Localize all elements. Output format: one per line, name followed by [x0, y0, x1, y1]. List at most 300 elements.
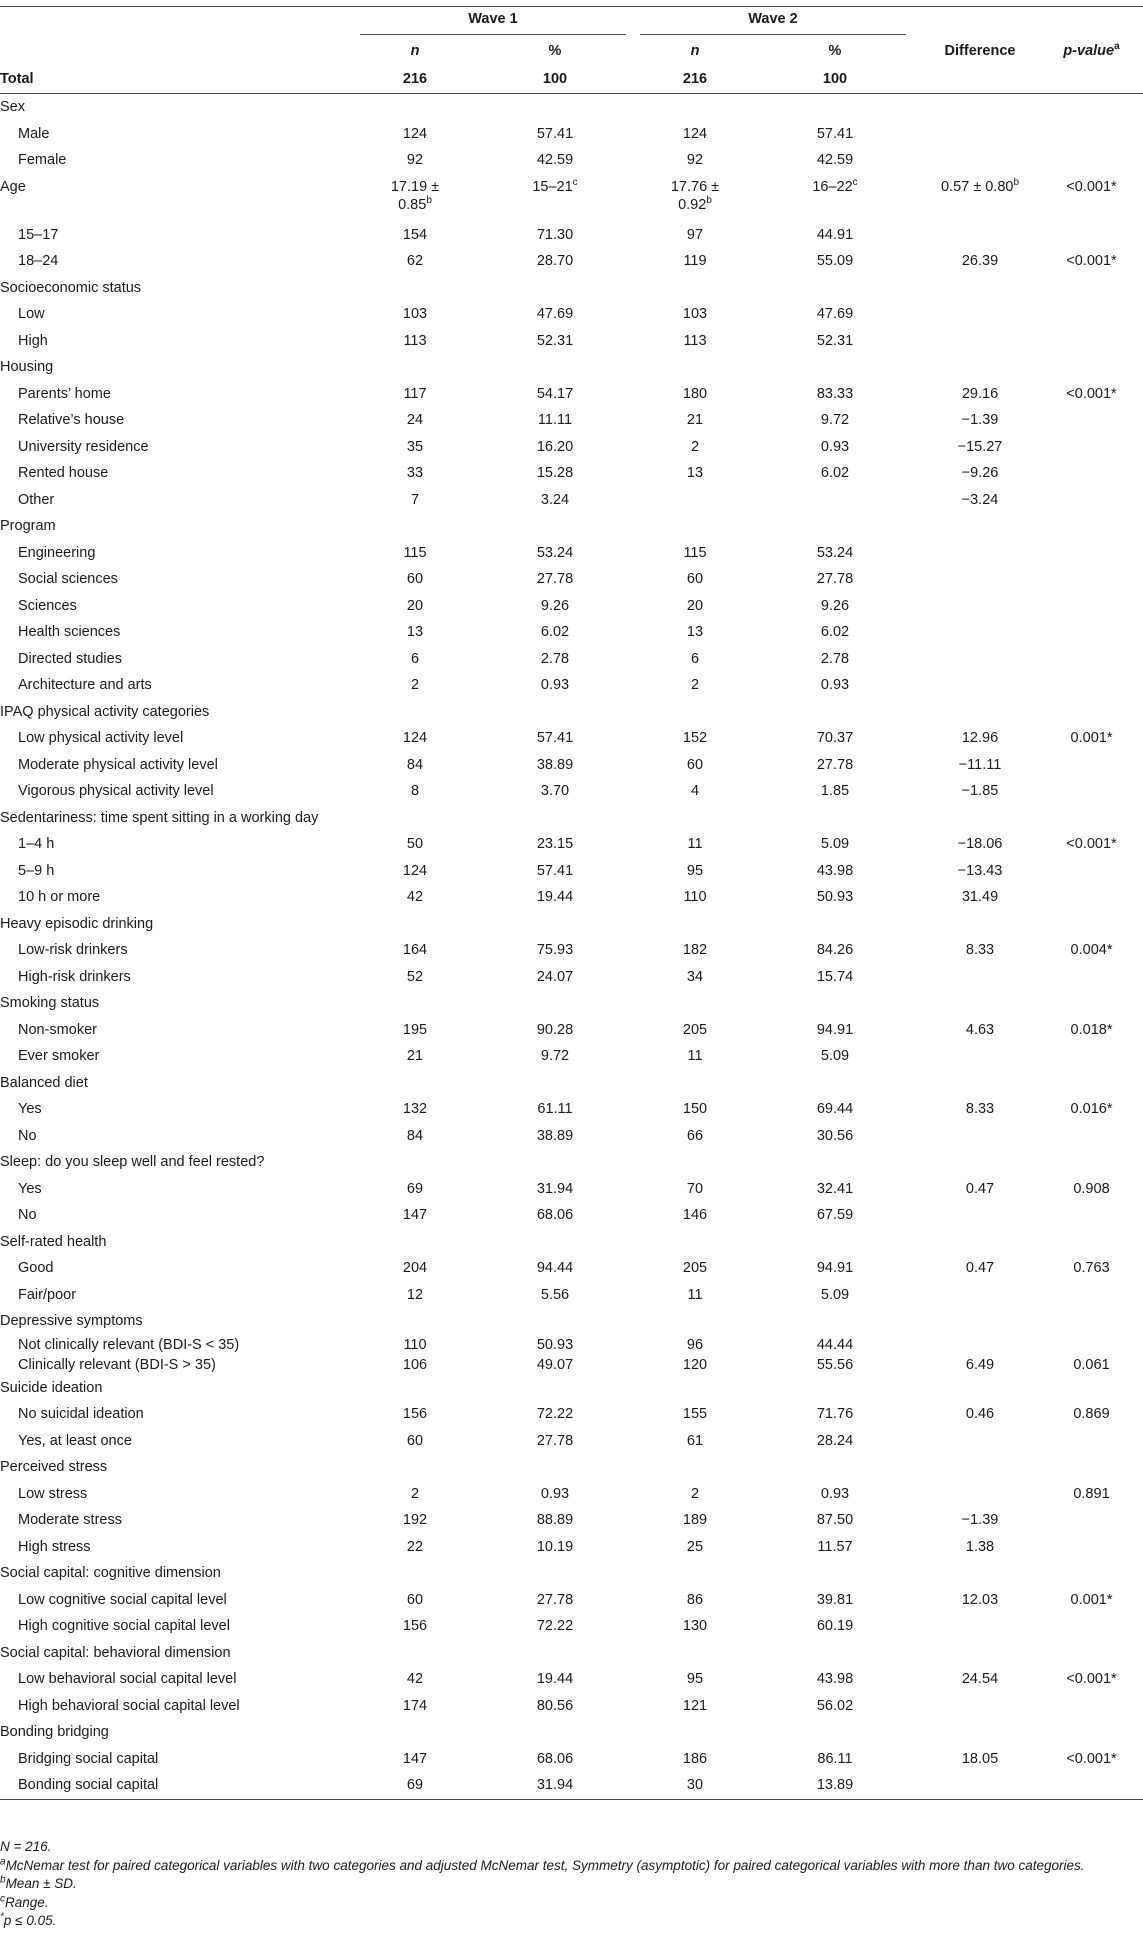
wave1-n-cell: 7 [410, 491, 420, 508]
wave1-pct-cell: 68.06 [536, 1207, 574, 1224]
pvalue-cell [1040, 328, 1143, 355]
wave2-pct-cell: 27.78 [816, 756, 854, 773]
section-row [0, 911, 1143, 938]
wave1-n-cell: 21 [406, 1048, 424, 1065]
age-w2-n: 17.76 ± 0.92$^b$ [670, 178, 720, 213]
wave2-pct-cell: 0.93 [820, 1485, 850, 1502]
wave1-pct-cell [470, 275, 640, 302]
pvalue-cell [1040, 1693, 1143, 1720]
table-row [0, 328, 1143, 355]
difference-cell [920, 301, 1040, 328]
wave2-n-cell: 121 [682, 1697, 708, 1714]
section-label: Heavy episodic drinking [0, 915, 154, 932]
table-row [0, 672, 1143, 699]
wave1-n-cell: 84 [406, 1127, 424, 1144]
row-label: Rented house [18, 465, 109, 482]
wave2-n-cell [640, 1454, 750, 1481]
wave1-pct-cell: 50.93 [536, 1336, 574, 1353]
row-label: Low behavioral social capital level [18, 1671, 237, 1688]
wave1-n-cell: 60 [406, 1432, 424, 1449]
table-row [0, 487, 1143, 514]
difference-cell: −9.26 [961, 465, 999, 482]
pvalue-cell [1040, 1043, 1143, 1070]
wave1-n-cell: 2 [410, 677, 420, 694]
wave2-n-cell: 110 [683, 889, 707, 906]
difference-cell: 26.39 [961, 253, 999, 270]
wave1-pct-cell: 31.94 [536, 1180, 574, 1197]
wave2-pct-cell: 57.41 [816, 125, 854, 142]
row-label: Low stress [18, 1485, 88, 1502]
pvalue-cell [1040, 1613, 1143, 1640]
wave2-n-cell: 115 [683, 544, 707, 561]
wave2-n-cell: 34 [686, 968, 704, 985]
wave1-n-cell: 174 [402, 1697, 428, 1714]
wave1-pct-cell [470, 1640, 640, 1667]
wave1-pct-header: % [548, 43, 562, 59]
wave1-n-cell [360, 1719, 470, 1746]
wave1-pct-cell: 16.20 [536, 438, 574, 455]
wave2-n-cell: 189 [682, 1512, 708, 1529]
pvalue-cell: 0.004* [1070, 942, 1113, 959]
wave1-n-cell: 35 [406, 438, 424, 455]
row-label: No suicidal ideation [18, 1406, 144, 1423]
wave2-pct-cell [750, 1375, 920, 1402]
wave2-n-cell: 66 [686, 1127, 704, 1144]
wave2-n-cell: 113 [683, 332, 707, 349]
wave2-pct-cell: 0.93 [820, 677, 850, 694]
section-label: Social capital: cognitive dimension [0, 1565, 221, 1582]
wave1-pct-cell: 9.26 [540, 597, 570, 614]
row-label: High stress [18, 1538, 91, 1555]
wave1-n-cell: 147 [402, 1207, 428, 1224]
pvalue-cell [1040, 1070, 1143, 1097]
wave2-n-cell: 11 [687, 1286, 703, 1303]
wave2-pct-cell: 13.89 [750, 1772, 920, 1799]
wave1-n-cell [360, 699, 470, 726]
difference-cell [920, 593, 1040, 620]
wave1-n-cell: 50 [406, 836, 424, 853]
section-label: IPAQ physical activity categories [0, 703, 210, 720]
difference-header: Difference [944, 43, 1016, 59]
pvalue-cell [1040, 1123, 1143, 1150]
section-row [0, 1560, 1143, 1587]
table-header [0, 7, 1143, 94]
table-row [0, 1355, 1143, 1375]
row-label: High behavioral social capital level [18, 1697, 240, 1714]
wave1-n-cell [360, 1308, 470, 1335]
wave1-pct-cell: 2.78 [540, 650, 570, 667]
row-label: Health sciences [18, 624, 121, 641]
wave1-n-cell: 164 [402, 942, 428, 959]
wave1-pct-cell: 57.41 [536, 125, 574, 142]
wave2-pct-cell: 30.56 [816, 1127, 854, 1144]
wave2-pct-cell: 43.98 [816, 862, 854, 879]
wave1-n-cell: 106 [402, 1356, 428, 1373]
wave2-n-cell: 2 [690, 1485, 700, 1502]
wave1-n-cell: 60 [406, 1591, 424, 1608]
wave1-n-cell: 6 [410, 650, 420, 667]
wave2-n-cell: 124 [682, 125, 708, 142]
wave1-n-cell: 42 [406, 889, 424, 906]
table-row [0, 725, 1143, 752]
age-w1-n: 17.19 ± 0.85$^b$ [390, 178, 440, 213]
section-label: Sleep: do you sleep well and feel rested? [0, 1154, 265, 1171]
wave1-n-cell: 8 [410, 783, 420, 800]
wave2-n-cell: 97 [686, 226, 704, 243]
footnote-b: $^b$Mean ± SD. [0, 1874, 77, 1891]
wave1-n-cell: 22 [406, 1538, 424, 1555]
wave2-pct-cell: 55.56 [816, 1356, 854, 1373]
wave2-pct-cell [750, 911, 920, 938]
wave2-pct-cell [750, 1229, 920, 1256]
pvalue-cell [1040, 911, 1143, 938]
row-label: Other [18, 491, 55, 508]
section-row [0, 1149, 1143, 1176]
wave1-pct-cell: 72.22 [536, 1618, 574, 1635]
wave1-pct-cell: 11.11 [537, 412, 573, 429]
wave1-n-cell: 92 [406, 152, 424, 169]
wave1-n-cell [360, 1375, 470, 1402]
wave1-pct-cell [470, 354, 640, 381]
difference-cell [920, 646, 1040, 673]
table-row [0, 964, 1143, 991]
wave2-n-cell: 150 [682, 1101, 708, 1118]
wave1-n-cell: 2 [410, 1485, 420, 1502]
difference-cell: −18.06 [957, 836, 1003, 853]
wave2-n-cell: 180 [682, 385, 708, 402]
wave1-n-cell: 103 [402, 306, 428, 323]
difference-cell [920, 1202, 1040, 1229]
wave1-n-cell: 60 [406, 571, 424, 588]
wave2-n-cell [640, 1149, 750, 1176]
pvalue-cell [1040, 619, 1143, 646]
row-label: Female [18, 152, 67, 169]
pvalue-cell [1040, 1454, 1143, 1481]
wave1-pct-cell [470, 699, 640, 726]
row-label: Fair/poor [18, 1286, 77, 1303]
wave2-n-cell: 103 [682, 306, 708, 323]
wave2-pct-cell [750, 94, 920, 121]
wave1-pct-cell: 75.93 [536, 942, 574, 959]
wave2-pct-cell: 0.93 [820, 438, 850, 455]
row-label: Low physical activity level [18, 730, 184, 747]
wave2-n-cell: 70 [686, 1180, 704, 1197]
difference-cell [920, 121, 1040, 148]
wave2-pct-cell: 9.26 [820, 597, 850, 614]
pvalue-cell [1040, 593, 1143, 620]
pvalue-cell: 0.001* [1070, 730, 1113, 747]
difference-cell [920, 147, 1040, 174]
wave1-n-cell: 115 [403, 544, 427, 561]
wave2-pct-cell: 87.50 [816, 1512, 854, 1529]
age-w2-pct: 16–22$^c$ [812, 176, 858, 195]
table-row [0, 540, 1143, 567]
wave2-pct-cell: 27.78 [816, 571, 854, 588]
section-label: Socioeconomic status [0, 279, 142, 296]
section-label: Self-rated health [0, 1233, 107, 1250]
table-row [0, 1202, 1143, 1229]
pvalue-cell [1040, 487, 1143, 514]
pvalue-cell [1040, 858, 1143, 885]
wave2-pct-cell: 83.33 [816, 385, 854, 402]
wave1-pct-cell [470, 1719, 640, 1746]
wave1-pct-cell [470, 990, 640, 1017]
row-label: High-risk drinkers [18, 968, 131, 985]
section-label: Suicide ideation [0, 1379, 103, 1396]
difference-cell: 18.05 [961, 1750, 999, 1767]
pvalue-cell [1040, 460, 1143, 487]
wave2-n-cell: 25 [686, 1538, 704, 1555]
difference-cell [920, 699, 1040, 726]
wave2-pct-cell [750, 1149, 920, 1176]
wave1-pct-cell: 94.44 [536, 1260, 574, 1277]
wave2-pct-cell [750, 1070, 920, 1097]
wave1-n-cell: 13 [406, 624, 424, 641]
wave1-pct-cell: 24.07 [536, 968, 574, 985]
table-row [0, 937, 1143, 964]
pvalue-cell [1040, 1534, 1143, 1561]
wave2-n-cell [640, 911, 750, 938]
wave2-pct-cell: 2.78 [820, 650, 850, 667]
wave2-n-cell: 95 [686, 1671, 704, 1688]
table-row [0, 884, 1143, 911]
difference-cell [920, 94, 1040, 121]
table-row [0, 1043, 1143, 1070]
pvalue-cell [1040, 699, 1143, 726]
wave2-n-cell [640, 354, 750, 381]
table-footnotes [0, 1838, 1143, 1931]
wave1-pct-cell [470, 94, 640, 121]
wave2-n-cell [640, 1719, 750, 1746]
wave1-n-cell: 147 [402, 1750, 428, 1767]
row-label: Good [18, 1260, 54, 1277]
difference-cell: 31.49 [961, 889, 999, 906]
wave1-n-cell [360, 990, 470, 1017]
wave1-pct-cell: 9.72 [540, 1048, 570, 1065]
wave1-n-cell: 69 [406, 1180, 424, 1197]
section-row [0, 805, 1143, 832]
wave2-pct-cell [750, 1454, 920, 1481]
footnote-a: $^a$McNemar test for paired categorical variables with two categories and adjusted McNemar test, Symmetry (asymptotic) for paired categorical variables with more than two categories. [0, 1856, 1085, 1873]
pvalue-cell [1040, 1560, 1143, 1587]
wave2-n-cell: 146 [682, 1207, 708, 1224]
wave1-pct-cell [470, 1070, 640, 1097]
row-label: Moderate physical activity level [18, 756, 218, 773]
wave2-pct-cell: 42.59 [816, 152, 854, 169]
difference-cell: 0.46 [965, 1406, 995, 1423]
wave1-pct-cell [470, 1454, 640, 1481]
wave2-pct-cell: 44.91 [816, 226, 854, 243]
difference-cell: 0.47 [965, 1260, 995, 1277]
wave1-n-cell: 12 [406, 1286, 424, 1303]
table-row [0, 460, 1143, 487]
table-row [0, 1693, 1143, 1720]
difference-cell [920, 964, 1040, 991]
wave1-n-cell [360, 1454, 470, 1481]
pvalue-cell [1040, 1375, 1143, 1402]
wave2-pct-cell: 71.76 [816, 1406, 854, 1423]
wave2-pct-cell [750, 1719, 920, 1746]
wave2-n-cell [640, 275, 750, 302]
age-w1-pct: 15–21$^c$ [532, 176, 578, 195]
wave2-n-cell [640, 1308, 750, 1335]
row-label: Directed studies [18, 650, 122, 667]
wave2-n-cell [640, 699, 750, 726]
difference-cell [920, 619, 1040, 646]
pvalue-cell [1040, 566, 1143, 593]
wave2-n-cell [640, 94, 750, 121]
pvalue-cell [1040, 147, 1143, 174]
wave1-pct-cell: 27.78 [536, 1591, 574, 1608]
section-row [0, 275, 1143, 302]
difference-cell [920, 1375, 1040, 1402]
wave2-n-cell [640, 805, 750, 832]
section-label: Housing [0, 359, 54, 376]
difference-cell: 0.47 [965, 1180, 995, 1197]
difference-cell [920, 1613, 1040, 1640]
total-w2-n: 216 [640, 65, 750, 94]
difference-cell: −11.11 [958, 756, 1002, 773]
pvalue-cell [1040, 301, 1143, 328]
pvalue-cell [1040, 1282, 1143, 1309]
pvalue-cell [1040, 778, 1143, 805]
wave1-n-cell: 33 [406, 465, 424, 482]
wave1-pct-cell: 15.28 [536, 465, 574, 482]
wave1-n-cell: 154 [402, 226, 428, 243]
section-row [0, 1375, 1143, 1402]
wave1-pct-cell: 28.70 [536, 253, 574, 270]
wave1-n-cell: 156 [402, 1618, 428, 1635]
wave2-pct-cell: 6.02 [820, 465, 850, 482]
table-row [0, 248, 1143, 275]
table-row [0, 121, 1143, 148]
wave1-n-cell: 156 [402, 1406, 428, 1423]
wave2-n-cell: 13 [686, 465, 704, 482]
row-label: Low-risk drinkers [18, 942, 128, 959]
row-label: Not clinically relevant (BDI-S < 35) [18, 1336, 240, 1353]
wave2-n-cell [640, 513, 750, 540]
row-label: High cognitive social capital level [18, 1618, 230, 1635]
wave2-n-cell: 4 [690, 783, 700, 800]
pvalue-cell: <0.001* [1066, 1671, 1117, 1688]
wave2-n-cell: 13 [686, 624, 704, 641]
difference-cell [920, 1772, 1040, 1799]
wave2-pct-cell: 53.24 [816, 544, 854, 561]
section-label: Depressive symptoms [0, 1313, 143, 1330]
section-label: Perceived stress [0, 1459, 108, 1476]
section-label: Age [0, 178, 26, 195]
pvalue-cell [1040, 407, 1143, 434]
age-pvalue: <0.001* [1066, 178, 1117, 195]
wave2-pct-cell: 86.11 [817, 1750, 853, 1767]
wave1-header: Wave 1 [360, 7, 640, 38]
row-label: Yes, at least once [18, 1432, 132, 1449]
table-row [0, 1746, 1143, 1773]
section-row [0, 1640, 1143, 1667]
row-label: Yes [18, 1180, 42, 1197]
pvalue-cell: 0.891 [1073, 1485, 1110, 1502]
wave1-n-cell: 52 [406, 968, 424, 985]
wave2-n-cell [640, 487, 750, 514]
pvalue-cell [1040, 1640, 1143, 1667]
age-difference: 0.57 ± 0.80$^b$ [940, 176, 1020, 195]
section-row [0, 1229, 1143, 1256]
pvalue-cell: 0.869 [1073, 1406, 1110, 1423]
wave1-n-cell [360, 275, 470, 302]
wave2-n-cell: 92 [686, 152, 704, 169]
row-label: 15–17 [18, 226, 59, 243]
wave1-pct-cell [470, 911, 640, 938]
wave1-pct-cell: 10.19 [536, 1538, 574, 1555]
row-label: 5–9 h [18, 862, 55, 879]
table-row [0, 1587, 1143, 1614]
wave1-pct-cell: 72.22 [536, 1406, 574, 1423]
wave2-pct-cell: 5.09 [820, 836, 850, 853]
difference-cell [920, 911, 1040, 938]
wave2-n-cell: 119 [683, 253, 707, 270]
table-row [0, 1507, 1143, 1534]
wave1-n-cell: 42 [406, 1671, 424, 1688]
table-row [0, 434, 1143, 461]
wave1-n-cell: 124 [402, 730, 428, 747]
difference-cell: 6.49 [965, 1356, 995, 1373]
pvalue-cell [1040, 1149, 1143, 1176]
difference-cell: 4.63 [965, 1021, 995, 1038]
wave2-pct-cell: 67.59 [816, 1207, 854, 1224]
pvalue-cell [1040, 275, 1143, 302]
table-row [0, 1335, 1143, 1355]
difference-cell [920, 354, 1040, 381]
wave2-pct-cell: 60.19 [816, 1618, 854, 1635]
row-label: Bridging social capital [18, 1750, 159, 1767]
wave2-pct-cell [750, 1308, 920, 1335]
wave2-pct-cell: 55.09 [816, 253, 854, 270]
difference-cell [920, 1043, 1040, 1070]
difference-cell: 29.16 [961, 385, 999, 402]
difference-cell [920, 1070, 1040, 1097]
difference-cell [920, 1229, 1040, 1256]
footnote-n: N = 216. [0, 1839, 52, 1854]
section-row [0, 1454, 1143, 1481]
pvalue-cell [1040, 646, 1143, 673]
table-row [0, 1255, 1143, 1282]
wave1-pct-cell: 49.07 [536, 1356, 574, 1373]
wave1-pct-cell: 0.93 [540, 677, 570, 694]
row-label: 1–4 h [18, 836, 55, 853]
wave1-pct-cell [470, 513, 640, 540]
table-row [0, 566, 1143, 593]
wave2-pct-cell: 56.02 [816, 1697, 854, 1714]
wave1-pct-cell: 3.70 [540, 783, 570, 800]
row-label: Low [18, 306, 45, 323]
wave2-pct-cell: 5.09 [820, 1286, 850, 1303]
wave1-pct-cell: 57.41 [536, 730, 574, 747]
wave2-n-cell: 60 [686, 756, 704, 773]
row-label: 10 h or more [18, 889, 101, 906]
difference-cell [920, 540, 1040, 567]
row-label: No [18, 1127, 37, 1144]
table-row [0, 593, 1143, 620]
table-row [0, 1613, 1143, 1640]
pvalue-cell [1040, 222, 1143, 249]
pvalue-cell [1040, 964, 1143, 991]
difference-cell: −3.24 [961, 491, 999, 508]
section-label: Sex [0, 99, 25, 116]
wave1-pct-cell: 23.15 [536, 836, 574, 853]
pvalue-cell [1040, 94, 1143, 121]
wave2-n-cell: 2 [690, 438, 700, 455]
wave1-n-cell [360, 1149, 470, 1176]
